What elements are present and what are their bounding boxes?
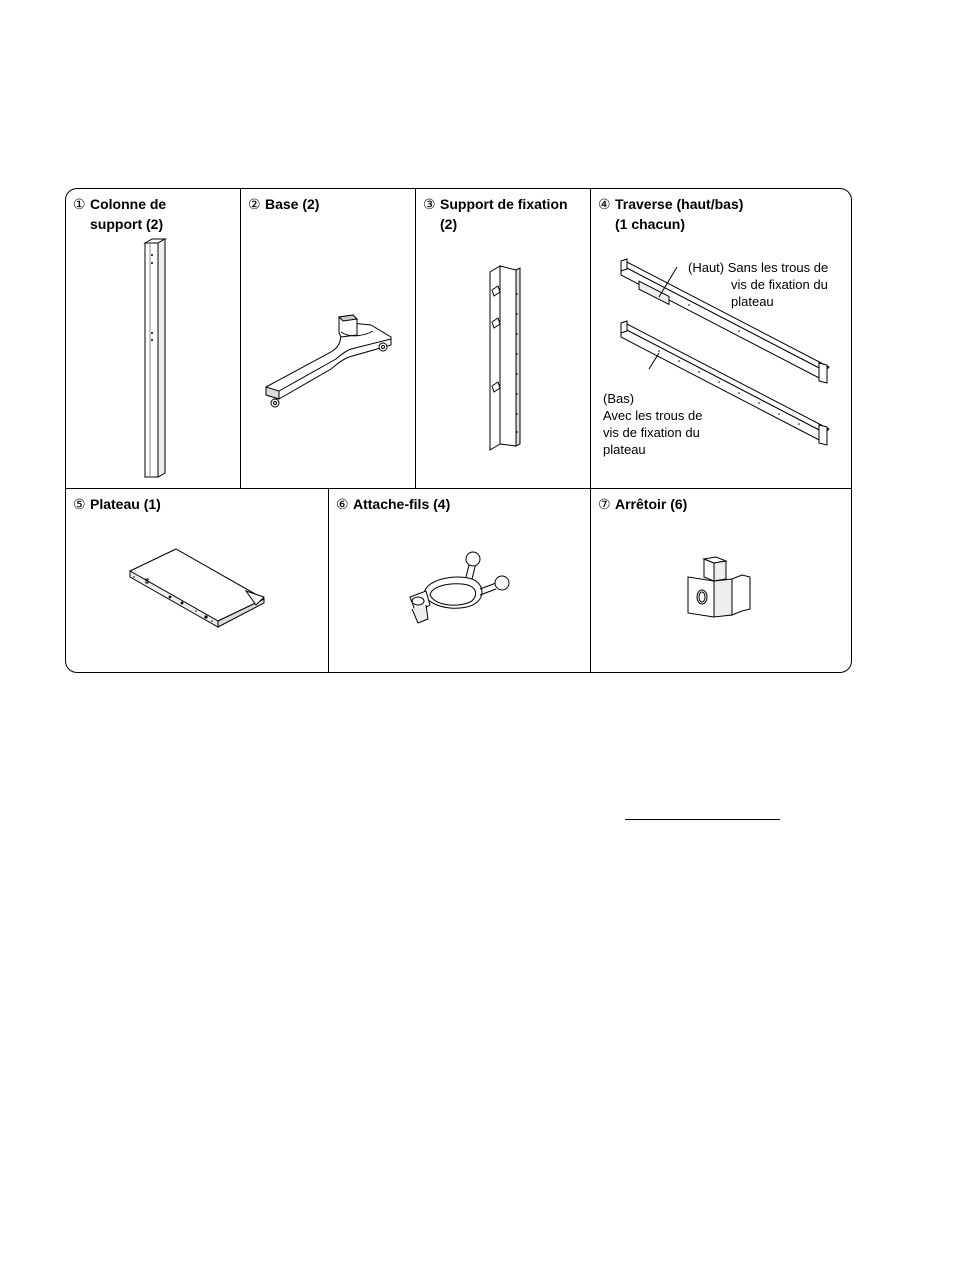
part-title-line1: Support de fixation (440, 196, 568, 212)
part-title-line1: Plateau (1) (90, 496, 161, 512)
part-number: ① (73, 196, 86, 212)
note-line: vis de fixation du (603, 425, 700, 440)
part-cell-base (241, 189, 415, 488)
part-cell-stopper (591, 489, 852, 673)
part-number: ⑥ (336, 496, 349, 512)
support-column-illustration (142, 237, 172, 482)
note-line: (Haut) Sans les trous de (688, 260, 829, 275)
part-title (73, 194, 166, 234)
note-line: Avec les trous de (603, 408, 703, 423)
part-title (423, 194, 568, 234)
part-number: ④ (598, 196, 611, 212)
crossbar-bottom-note (603, 390, 702, 458)
part-title-line1: Colonne de (90, 196, 167, 212)
crossbar-top-note (688, 259, 828, 310)
part-title-line2: support (2) (90, 216, 164, 232)
part-title-line1: Arrêtoir (6) (615, 496, 688, 512)
part-number: ② (248, 196, 261, 212)
part-title-line1: Traverse (haut/bas) (615, 196, 744, 212)
part-title-line1: Attache-fils (4) (353, 496, 451, 512)
part-title (248, 194, 319, 214)
part-title-line1: Base (2) (265, 196, 320, 212)
mounting-bracket-illustration (486, 264, 526, 454)
part-title-line2: (1 chacun) (615, 216, 686, 232)
part-cell-mounting-bracket (416, 189, 590, 488)
underline-rule (625, 819, 780, 820)
part-cell-cable-clamp (329, 489, 590, 673)
part-number: ⑤ (73, 496, 86, 512)
part-cell-tray (66, 489, 328, 673)
cable-clamp-illustration (404, 549, 514, 634)
part-title (598, 194, 743, 234)
note-line: (Bas) (603, 391, 635, 406)
note-line: plateau (603, 442, 646, 457)
base-illustration (261, 307, 401, 417)
part-title (73, 494, 161, 514)
parts-table (65, 188, 852, 673)
part-number: ③ (423, 196, 436, 212)
stopper-illustration (686, 557, 756, 623)
part-number: ⑦ (598, 496, 611, 512)
part-cell-crossbar (591, 189, 852, 488)
part-title (598, 494, 687, 514)
note-line: vis de fixation du (731, 277, 828, 292)
part-cell-support-column (66, 189, 240, 488)
note-line: plateau (731, 294, 774, 309)
part-title (336, 494, 450, 514)
tray-illustration (126, 547, 266, 632)
part-title-line2: (2) (440, 216, 458, 232)
